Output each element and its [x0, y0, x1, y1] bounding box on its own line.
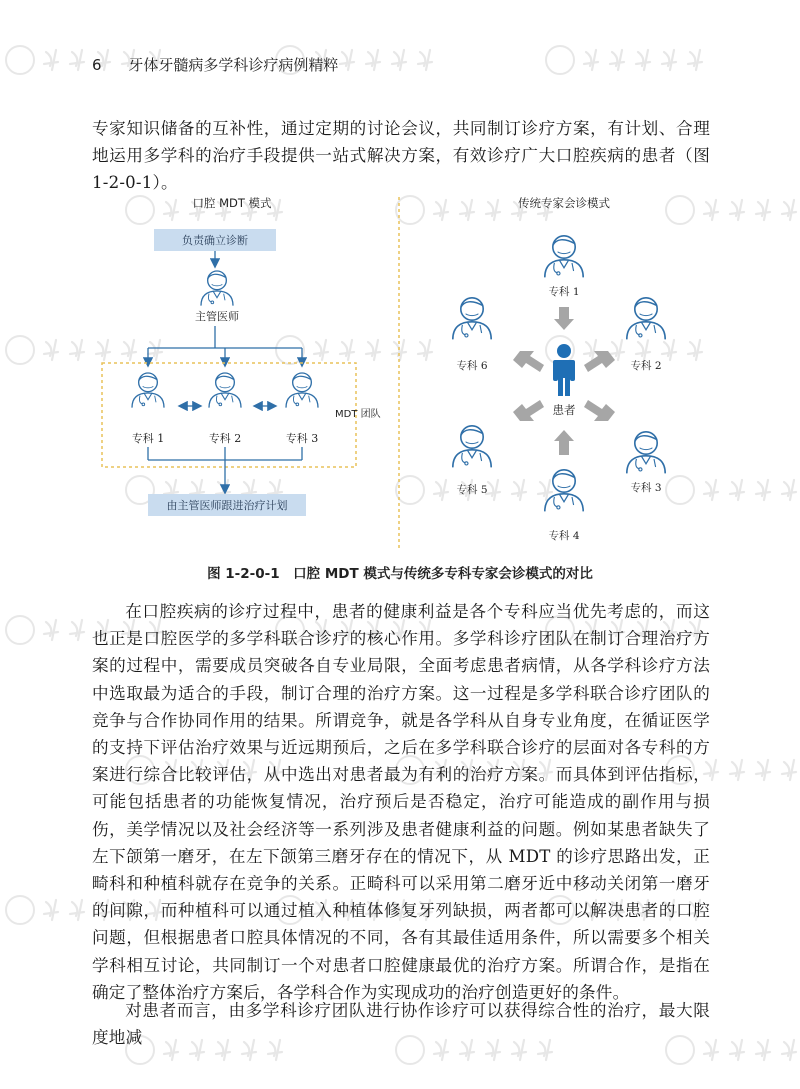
specialist-2-icon [209, 373, 241, 408]
consult-specialist-6-label: 专科 6 [456, 360, 488, 372]
consult-specialist-1-label: 专科 1 [548, 286, 580, 298]
book-title: 牙体牙髓病多学科诊疗病例精粹 [128, 56, 339, 74]
figure-mdt-comparison [92, 185, 732, 560]
follow-up-box-label: 由主管医师跟进治疗计划 [166, 499, 288, 512]
paragraph-continued: 专家知识储备的互补性，通过定期的讨论会议，共同制订诊疗方案，有计划、合理地运用多学科的治疗手段提供一站式解决方案，有效诊疗广大口腔疾病的患者（图 1-2-0-1）。 [92, 119, 710, 193]
specialist-3-label: 专科 3 [285, 432, 319, 445]
consult-specialist-4-label: 专科 4 [548, 530, 580, 542]
lead-doctor-icon [201, 271, 233, 306]
running-header [92, 54, 338, 75]
mdt-team-label: MDT 团队 [335, 409, 381, 420]
figure-diagram [92, 185, 732, 560]
specialist-3-icon [286, 373, 318, 408]
patient-label: 患者 [552, 403, 576, 417]
mdt-title: 口腔 MDT 模式 [192, 196, 272, 210]
consult-specialist-5-icon [453, 426, 491, 468]
specialist-2-label: 专科 2 [208, 432, 242, 445]
patient-icon [553, 344, 575, 396]
consult-specialist-1-icon [545, 236, 583, 278]
specialist-1-label: 专科 1 [131, 432, 165, 445]
consult-specialist-3-icon [627, 432, 665, 474]
page-number: 6 [92, 56, 102, 74]
consult-arrows [513, 307, 615, 455]
consult-title: 传统专家会诊模式 [518, 196, 610, 210]
figure-caption: 图 1-2-0-1 口腔 MDT 模式与传统多专科专家会诊模式的对比 [207, 566, 593, 582]
consult-specialist-4-icon [545, 470, 583, 512]
lead-doctor-label: 主管医师 [195, 310, 239, 323]
specialist-1-icon [132, 373, 164, 408]
consult-specialist-2-icon [627, 298, 665, 340]
consult-specialist-2-label: 专科 2 [630, 360, 662, 372]
paragraph-competition-cooperation: 在口腔疾病的诊疗过程中，患者的健康利益是各个专科应当优先考虑的，而这也正是口腔医学的多学科联合诊疗的核心作用。多学科诊疗团队在制订合理治疗方案的过程中，需要成员突破各自专业局限，全面考虑患者病情，从各学科诊疗方法中选取最为适合的手段，制订合理的治疗方案。这一过程是多学科联合诊疗团队的竞争与合作协同作用的结果。所谓竞争，就是各学科从自身专业角度，在循证医学的支持下评估治疗效果与近远期预后，之后在多学科联合诊疗的层面对各专科的方案进行综合比较评估，从中选出对患者最为有利的治疗方案。而具体到评估指标，可能包括患者的功能恢复情况，治疗预后是否稳定，治疗可能造成的副作用与损伤，美学情况以及社会经济等一系列涉及患者健康利益的问题。例如某患者缺失了左下颌第一磨牙，在左下颌第三磨牙存在的情况下，从 MDT 的诊疗思路出发，正畸科和种植科就存在竞争的关系。正畸科可以采用第二磨牙近中移动关闭第一磨牙的间隙，而种植科可以通过植入种植体修复牙列缺损，两者都可以解决患者的口腔问题，但根据患者口腔具体情况的不同，各有其最佳适用条件，所以需要多个相关学科相互讨论，共同制订一个对患者口腔健康最优的治疗方案。所谓合作，是指在确定了整体治疗方案后，各学科合作为实现成功的治疗创造更好的条件。 [92, 602, 710, 1002]
consult-specialist-3-label: 专科 3 [630, 482, 662, 494]
diagnosis-box-label: 负责确立诊断 [182, 234, 248, 247]
paragraph-patient-benefit: 对患者而言，由多学科诊疗团队进行协作诊疗可以获得综合性的治疗，最大限度地减 [92, 1001, 710, 1048]
consult-specialist-6-icon [453, 298, 491, 340]
consult-specialist-5-label: 专科 5 [456, 484, 488, 496]
